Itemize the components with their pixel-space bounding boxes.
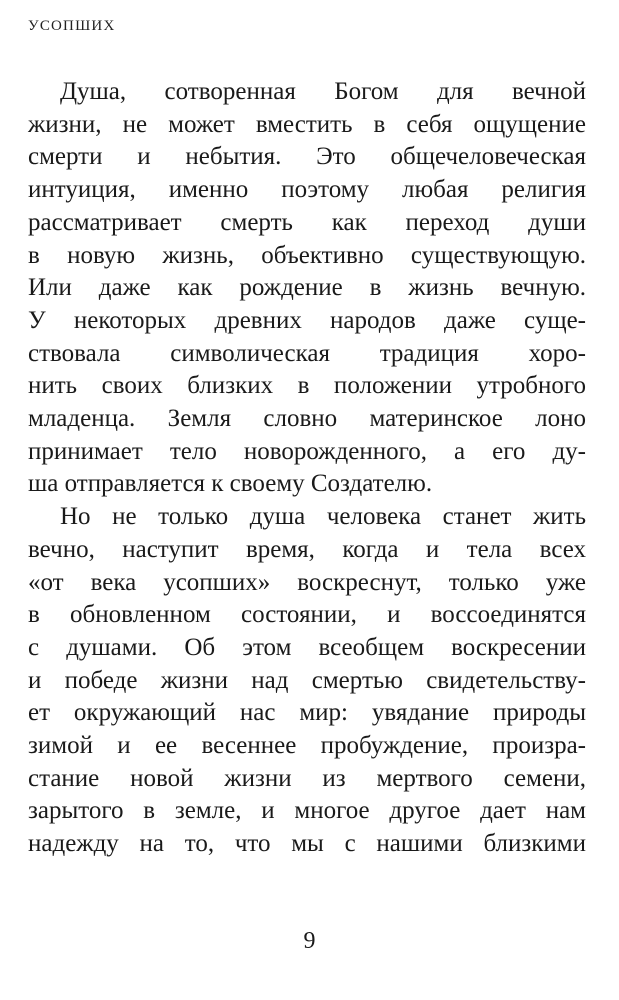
text-line: ет окружающий нас мир: увядание природы: [28, 699, 586, 727]
text-line: принимает тело новорожденного, а его ду-: [28, 437, 586, 465]
text-line: вечно, наступит время, когда и тела всех: [28, 535, 586, 563]
text-line: Но не только душа человека станет жить: [60, 503, 586, 531]
text-line: в обновленном состоянии, и воссоединятся: [28, 601, 586, 629]
text-line: ствовала символическая традиция хоро-: [28, 339, 586, 367]
text-line: жизни, не может вместить в себя ощущение: [28, 110, 586, 138]
text-line: Душа, сотворенная Богом для вечной: [60, 78, 586, 105]
text-line: «от века усопших» воскреснут, только уже: [28, 568, 586, 596]
text-line: зимой и ее весеннее пробуждение, произра-: [28, 732, 586, 760]
paragraph-1: [28, 76, 586, 501]
text-line: нить своих близких в положении утробного: [28, 372, 586, 400]
text-line: смерти и небытия. Это общечеловеческая: [28, 143, 586, 171]
body-text: [28, 76, 586, 861]
text-line: с душами. Об этом всеобщем воскресении: [28, 633, 586, 661]
running-header: УСОПШИХ: [28, 18, 116, 34]
text-line: надежду на то, что мы с нашими близкими: [28, 830, 586, 858]
text-line: ша отправляется к своему Создателю.: [28, 470, 433, 498]
paragraph-2: [28, 501, 586, 861]
text-line: рассматривает смерть как переход души: [28, 208, 586, 236]
text-line: У некоторых древних народов даже суще-: [28, 306, 586, 334]
text-line: стание новой жизни из мертвого семени,: [28, 764, 586, 792]
text-line: интуиция, именно поэтому любая религия: [28, 176, 586, 204]
text-line: и победе жизни над смертью свидетельству-: [28, 666, 586, 694]
text-line: Или даже как рождение в жизнь вечную.: [28, 274, 586, 302]
page-number: 9: [303, 928, 316, 954]
text-line: младенца. Земля словно материнское лоно: [28, 405, 586, 433]
text-line: зарытого в земле, и многое другое дает нам: [28, 797, 586, 825]
text-line: в новую жизнь, объективно существующую.: [28, 241, 586, 269]
